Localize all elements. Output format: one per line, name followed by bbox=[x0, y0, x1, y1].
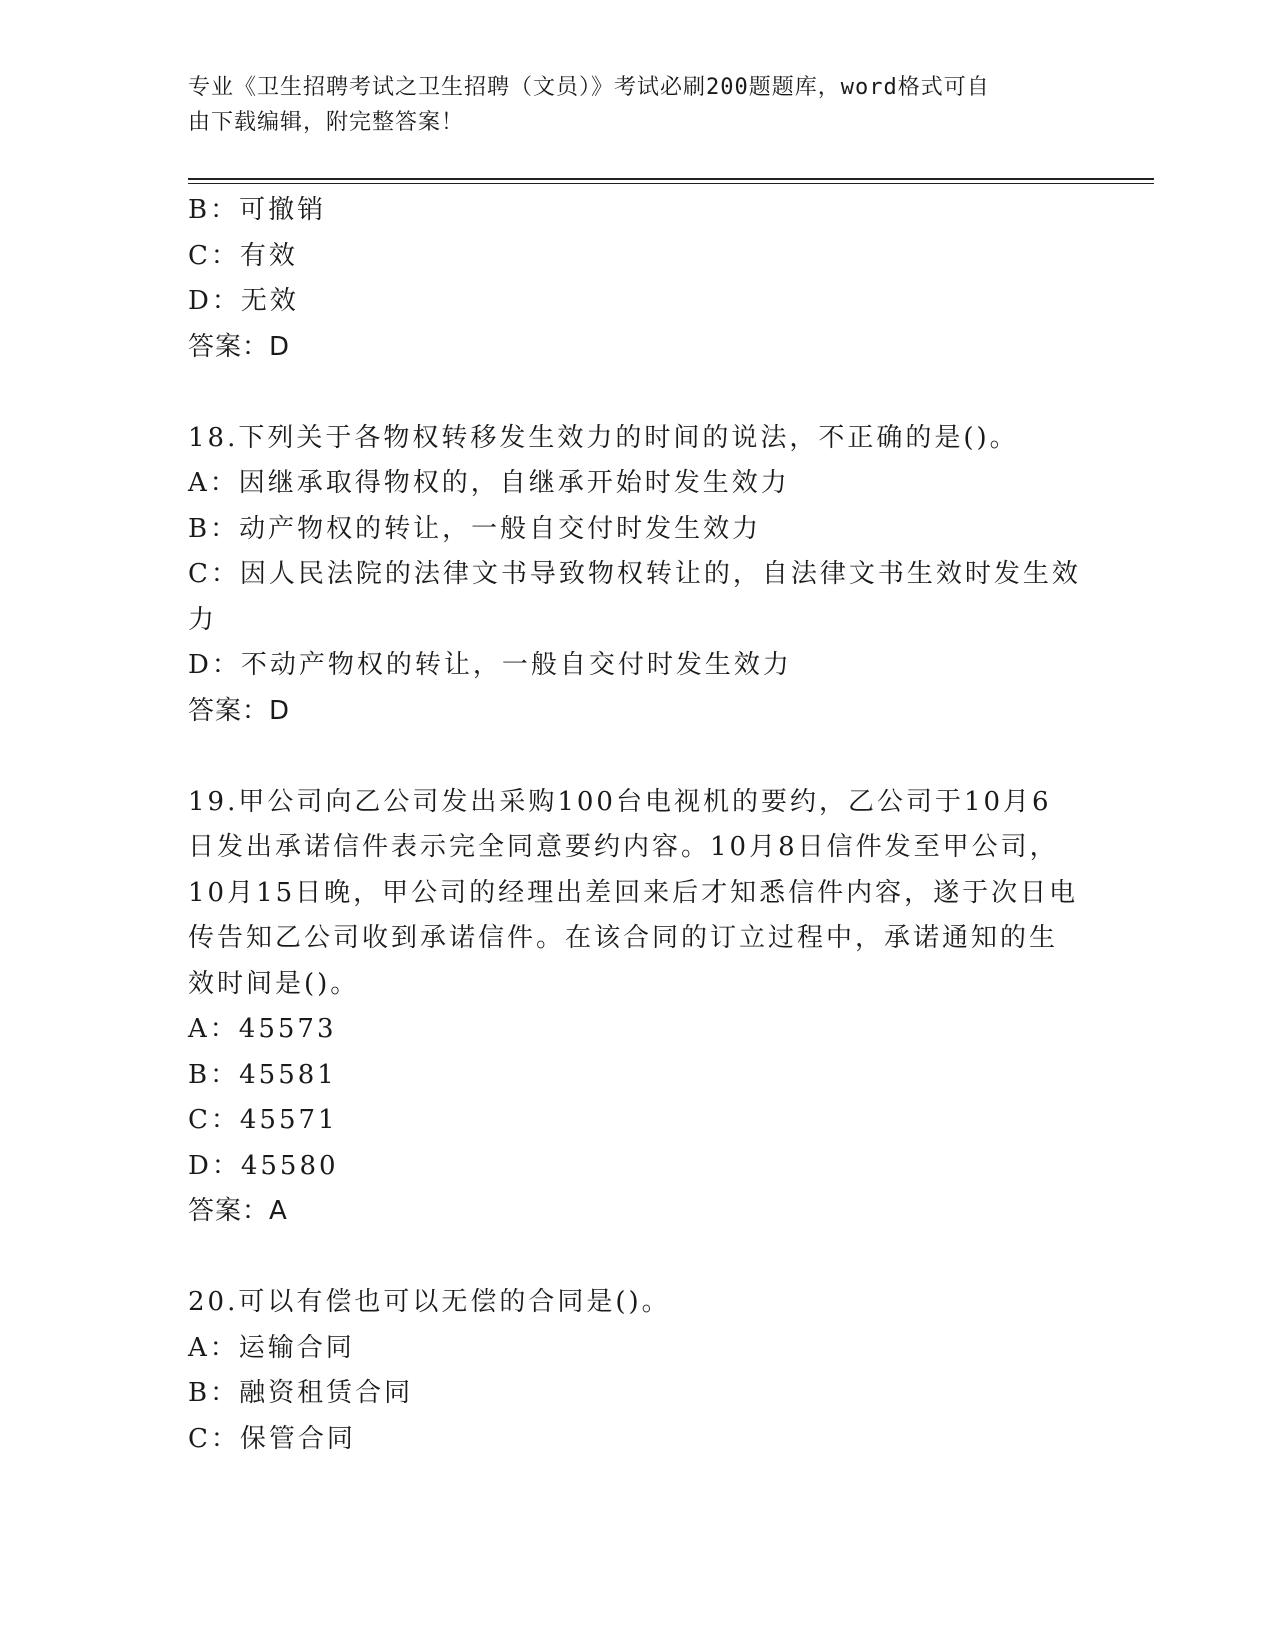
header-rule-thick bbox=[188, 178, 1154, 180]
answer: 答案：D bbox=[188, 331, 291, 362]
option-d: D：无效 bbox=[188, 286, 299, 316]
document-header bbox=[188, 70, 1068, 140]
question-stem-line-5: 效时间是()。 bbox=[188, 968, 360, 999]
option-c: C：有效 bbox=[188, 240, 298, 271]
header-line-2: 由下载编辑，附完整答案！ bbox=[188, 110, 465, 135]
option-b: B：动产物权的转让，一般自交付时发生效力 bbox=[188, 513, 762, 544]
option-a: A：45573 bbox=[188, 1014, 337, 1044]
option-b: B：45581 bbox=[188, 1059, 337, 1090]
question-stem-line-2: 日发出承诺信件表示完全同意要约内容。10月8日信件发至甲公司， bbox=[188, 832, 1059, 862]
option-d: D：不动产物权的转让，一般自交付时发生效力 bbox=[188, 650, 792, 680]
option-c-continued: 力 bbox=[188, 604, 218, 635]
header-line-1: 专业《卫生招聘考试之卫生招聘（文员）》考试必刷200题题库，word格式可自 bbox=[188, 75, 990, 100]
option-d: D：45580 bbox=[188, 1150, 339, 1181]
question-stem-line-1: 19.甲公司向乙公司发出采购100台电视机的要约，乙公司于10月6 bbox=[188, 786, 1052, 817]
answer: 答案：A bbox=[188, 1196, 288, 1226]
option-c: C：保管合同 bbox=[188, 1423, 356, 1454]
option-a: A：因继承取得物权的，自继承开始时发生效力 bbox=[188, 468, 790, 498]
question-stem: 20.可以有偿也可以无偿的合同是()。 bbox=[188, 1287, 671, 1317]
option-c: C：因人民法院的法律文书导致物权转让的，自法律文书生效时发生效 bbox=[188, 559, 1081, 589]
question-stem: 18.下列关于各物权转移发生效力的时间的说法，不正确的是()。 bbox=[188, 422, 1019, 453]
option-c: C：45571 bbox=[188, 1105, 338, 1135]
question-20 bbox=[188, 1280, 1088, 1462]
option-a: A：运输合同 bbox=[188, 1332, 355, 1363]
question-stem-line-3: 10月15日晚，甲公司的经理出差回来后才知悉信件内容，遂于次日电 bbox=[188, 877, 1079, 908]
header-rule-thin bbox=[188, 183, 1154, 184]
question-18 bbox=[188, 416, 1088, 735]
option-b: B：融资租赁合同 bbox=[188, 1378, 414, 1408]
option-b: B：可撤销 bbox=[188, 195, 327, 225]
question-19 bbox=[188, 780, 1088, 1235]
answer: 答案：D bbox=[188, 695, 291, 726]
question-list bbox=[188, 188, 1088, 1462]
question-stem-line-4: 传告知乙公司收到承诺信件。在该合同的订立过程中，承诺通知的生 bbox=[188, 923, 1059, 953]
question-17-tail bbox=[188, 188, 1088, 370]
